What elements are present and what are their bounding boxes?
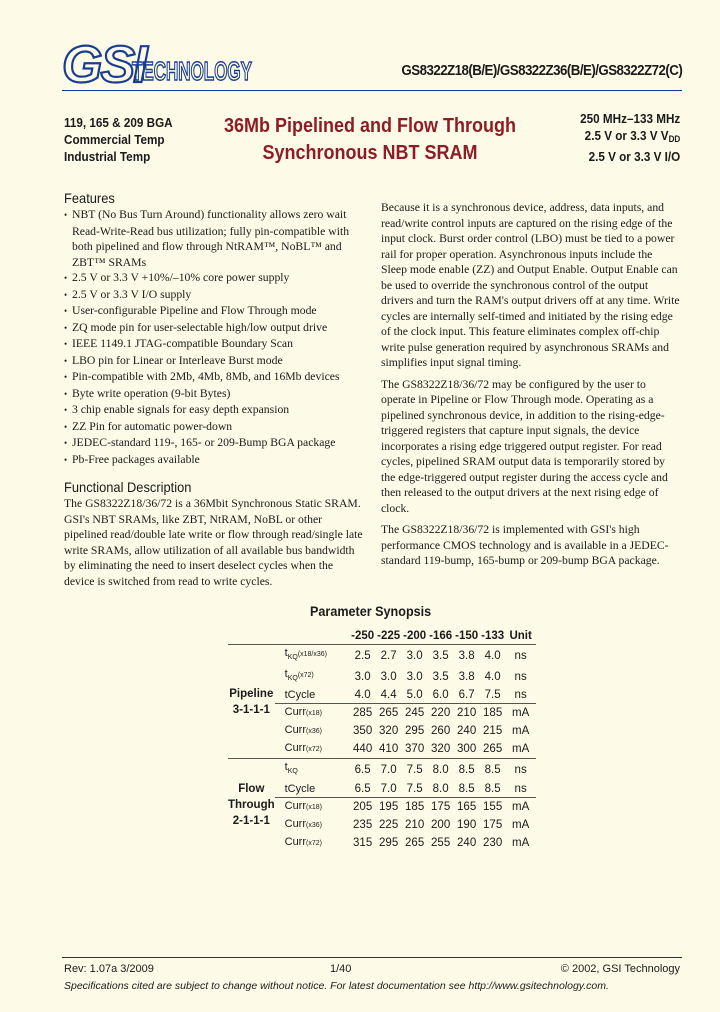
table-cell: 255 (431, 836, 451, 849)
table-cell: 230 (483, 836, 503, 849)
feature-item: • ZQ mode pin for user-selectable high/low output drive (64, 320, 364, 337)
table-row (228, 740, 536, 759)
table-cell: 370 (405, 743, 425, 756)
features-list (64, 207, 364, 468)
parameter-name: Curr(x72) (284, 835, 322, 848)
table-cell: 7.0 (380, 782, 397, 795)
unit-cell: ns (514, 689, 527, 702)
table-cell: 3.0 (380, 670, 397, 683)
table-cell: 265 (405, 836, 425, 849)
table-cell: 440 (353, 743, 373, 756)
unit-cell: ns (506, 759, 536, 781)
parameter-name: $t_{KQ}(x18/x36)$ (275, 645, 350, 667)
table-cell: 210 (405, 818, 425, 831)
logo-gsi-text: GSI (62, 36, 146, 94)
unit-cell: ns (514, 782, 527, 795)
column-header: -133 (481, 630, 505, 642)
table-cell: 4.4 (380, 689, 397, 702)
table-cell: 195 (376, 797, 402, 816)
table-cell: 155 (480, 797, 506, 816)
parameter-name: Curr(x36) (284, 817, 322, 830)
table-cell: 6.5 (350, 759, 376, 781)
column-header: -200 (403, 630, 427, 642)
table-cell: 210 (454, 704, 480, 723)
table-cell: 6.7 (458, 689, 475, 702)
right-column (381, 200, 681, 569)
parameter-name: tCycle (284, 782, 316, 795)
table-cell: 220 (428, 704, 454, 723)
table-cell: 215 (483, 725, 503, 738)
table-cell: 2.5 (350, 645, 376, 667)
logo-technology-text: TECHNOLOGY (132, 56, 252, 86)
table-row (228, 816, 536, 834)
table-cell: 235 (353, 818, 373, 831)
table-cell: 350 (353, 725, 373, 738)
commercial-temp: Commercial Temp (64, 132, 165, 147)
table-cell: 295 (405, 725, 425, 738)
parameter-name: Curr(x72) (284, 742, 322, 755)
table-cell: 4.0 (354, 689, 371, 702)
feature-item: • 2.5 V or 3.3 V I/O supply (64, 287, 364, 304)
package-types: 119, 165 & 209 BGA (64, 115, 173, 130)
table-cell: 265 (483, 743, 503, 756)
unit-cell: mA (512, 725, 530, 738)
feature-item: • 2.5 V or 3.3 V +10%/–10% core power supply (64, 270, 364, 287)
io-voltage: 2.5 V or 3.3 V I/O (588, 149, 680, 164)
functional-description-heading: Functional Description (64, 479, 192, 495)
table-cell: 4.0 (480, 645, 506, 667)
table-row (228, 645, 536, 667)
table-cell: 410 (379, 743, 399, 756)
feature-item: • Pin-compatible with 2Mb, 4Mb, 8Mb, and 16Mb devices (64, 369, 364, 386)
parameter-name: Curr(x36) (284, 724, 322, 737)
table-cell: 245 (402, 704, 428, 723)
table-body (228, 645, 536, 852)
parameter-name: tCycle (284, 689, 316, 702)
table-cell: 190 (457, 818, 477, 831)
parameter-synopsis-title: Parameter Synopsis (310, 603, 432, 619)
parameter-name: Curr(x18) (275, 797, 350, 816)
core-voltage: 2.5 V or 3.3 V $V_{DD}$ (584, 128, 680, 144)
table-row (228, 722, 536, 740)
unit-cell: mA (506, 704, 536, 723)
unit-cell: mA (512, 836, 530, 849)
table-row (228, 834, 536, 852)
feature-item: • NBT (No Bus Turn Around) functionality allows zero wait Read-Write-Read bus utilization; fully pin-compatible with both pipelined and flow through NtRAM™, NoBL™ and ZBT™ SRAMs (64, 207, 364, 270)
part-numbers: GS8322Z18(B/E)/GS8322Z36(B/E)/GS8322Z72(C) (401, 63, 682, 79)
table-cell: 3.0 (354, 670, 371, 683)
description-paragraph-3: The GS8322Z18/36/72 is implemented with GSI's high performance CMOS technology and is available in a JEDEC-standard 119-bump, 165-bump or 209-bump BGA package. (381, 523, 669, 567)
page-number: 1/40 (330, 963, 352, 975)
package-info (64, 114, 173, 165)
table-cell: 320 (379, 725, 399, 738)
feature-item: • User-configurable Pipeline and Flow Through mode (64, 303, 364, 320)
column-header: -166 (429, 630, 453, 642)
table-cell: 240 (457, 725, 477, 738)
table-cell: 260 (431, 725, 451, 738)
table-cell: 175 (428, 797, 454, 816)
table-cell: 240 (457, 836, 477, 849)
table-cell: 185 (402, 797, 428, 816)
parameter-name: Curr(x18) (275, 704, 350, 723)
feature-item: • JEDEC-standard 119-, 165- or 209-Bump BGA package (64, 435, 364, 452)
table-cell: 8.5 (480, 759, 506, 781)
unit-cell: mA (506, 797, 536, 816)
table-row (228, 666, 536, 687)
table-cell: 7.5 (484, 689, 501, 702)
header-divider (62, 90, 682, 91)
unit-cell: ns (506, 645, 536, 667)
table-cell: 3.5 (432, 670, 449, 683)
table-cell: 200 (431, 818, 451, 831)
pipeline-group-label: Pipeline 3-1-1-1 (228, 645, 275, 759)
table-cell: 175 (483, 818, 503, 831)
table-cell: 315 (353, 836, 373, 849)
table-cell: 3.8 (454, 645, 480, 667)
table-cell: 3.0 (406, 670, 423, 683)
flow-through-group-label: Flow Through 2-1-1-1 (228, 759, 275, 852)
functional-description-text: The GS8322Z18/36/72 is a 36Mbit Synchronous Static SRAM. GSI's NBT SRAMs, like ZBT, NtRAM, NoBL or other pipelined read/double late write or flow through read/single late write SRAMs, allow utilization of all available bus bandwidth by eliminating the need to insert deselect cycles when the device is switched from read to write cycles. (64, 497, 363, 588)
table-cell: 185 (480, 704, 506, 723)
table-cell: 3.5 (428, 645, 454, 667)
spec-summary (580, 110, 680, 165)
table-cell: 8.5 (484, 782, 501, 795)
table-row (228, 704, 536, 723)
industrial-temp: Industrial Temp (64, 149, 151, 164)
feature-item: • IEEE 1149.1 JTAG-compatible Boundary Scan (64, 336, 364, 353)
table-cell: 165 (454, 797, 480, 816)
column-header: -250 (351, 630, 375, 642)
title-line-1: 36Mb Pipelined and Flow Through (223, 115, 516, 137)
table-cell: 8.0 (432, 782, 449, 795)
table-cell: 6.5 (354, 782, 371, 795)
description-paragraph-2: The GS8322Z18/36/72 may be configured by the user to operate in Pipeline or Flow Through mode. Operating as a pipelined synchronous device, in addition to the rising-edge-triggered registers that capture input signals, the device incorporates a rising edge triggered output register. For read cycles, pipelined SRAM output data is temporarily stored by the edge-triggered output register during the access cycle and then released to the output drivers at the next rising edge of clock. (381, 377, 668, 515)
table-cell: 7.5 (402, 759, 428, 781)
table-cell: 8.5 (454, 759, 480, 781)
column-header: -225 (377, 630, 401, 642)
copyright: © 2002, GSI Technology (560, 963, 680, 975)
table-cell: 3.8 (458, 670, 475, 683)
document-title (217, 113, 523, 167)
table-cell: 6.0 (432, 689, 449, 702)
disclaimer-note: Specifications cited are subject to change without notice. For latest documentation see http://www.gsitechnology.com. (64, 980, 609, 992)
table-cell: 300 (457, 743, 477, 756)
table-cell: 8.0 (428, 759, 454, 781)
table-row (228, 781, 536, 798)
table-cell: 7.0 (376, 759, 402, 781)
table-cell: 3.0 (402, 645, 428, 667)
frequency-range: 250 MHz–133 MHz (579, 111, 680, 126)
table-cell: 225 (379, 818, 399, 831)
features-heading: Features (64, 190, 115, 206)
footer-divider (62, 957, 682, 958)
unit-cell: ns (514, 670, 527, 683)
table-cell: 4.0 (484, 670, 501, 683)
left-column (64, 190, 364, 589)
table-cell: 205 (350, 797, 376, 816)
feature-item: • 3 chip enable signals for easy depth expansion (64, 402, 364, 419)
column-header: Unit (509, 630, 532, 642)
table-cell: 320 (431, 743, 451, 756)
column-header: -150 (455, 630, 479, 642)
table-cell: 295 (379, 836, 399, 849)
gsi-logo (62, 30, 257, 97)
table-cell: 7.5 (406, 782, 423, 795)
table-cell: 5.0 (406, 689, 423, 702)
table-row (228, 687, 536, 704)
revision: Rev: 1.07a 3/2009 (64, 963, 154, 975)
feature-item: • Byte write operation (9-bit Bytes) (64, 386, 364, 403)
feature-item: • ZZ Pin for automatic power-down (64, 419, 364, 436)
feature-item: • LBO pin for Linear or Interleave Burst mode (64, 353, 364, 370)
unit-cell: mA (512, 743, 530, 756)
feature-item: • Pb-Free packages available (64, 452, 364, 469)
table-header-row (228, 628, 536, 645)
table-cell: 265 (376, 704, 402, 723)
description-paragraph-1: Because it is a synchronous device, address, data inputs, and read/write control inputs are captured on the rising edge of the input clock. Burst order control (LBO) must be tied to a power rail for proper operation. Asynchronous inputs include the Sleep mode enable (ZZ) and Output Enable. Output Enable can be used to override the synchronous control of the output drivers and turn the RAM's output drivers off at any time. Write cycles are internally self-timed and initiated by the rising edge of the clock input. This feature eliminates complex off-chip write pulse generation required by asynchronous SRAMs and simplifies input signal timing. (381, 201, 680, 369)
table-row (228, 759, 536, 781)
parameter-name: $t_{KQ}(x72)$ (284, 668, 314, 683)
title-line-2: Synchronous NBT SRAM (262, 142, 478, 164)
table-cell: 285 (350, 704, 376, 723)
unit-cell: mA (512, 818, 530, 831)
parameter-name: $t_{KQ}$ (275, 759, 350, 781)
table-cell: 2.7 (376, 645, 402, 667)
table-cell: 8.5 (458, 782, 475, 795)
parameter-synopsis-table (228, 628, 536, 852)
